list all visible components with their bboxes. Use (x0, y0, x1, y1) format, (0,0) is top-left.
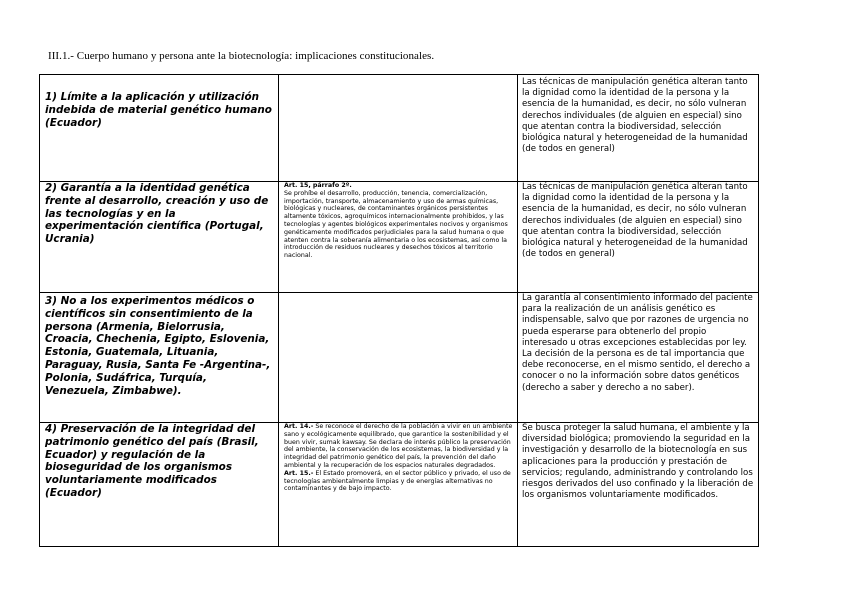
article-label: Art. 14.- (284, 423, 314, 430)
principle-title: 1) Límite a la aplicación y utilización indebida de material genético humano (Ecuador) (45, 91, 272, 129)
description-text: La garantía al consentimiento informado del paciente para la realización de un análisis genético es indispensable, salvo que por razones de urgencia no pueda esperarse para obtenerlo del propio interesado u otras excepciones establecidas por ley. La decisión de la persona es de tal importancia que debe reconocerse, en el mismo sentido, el derecho a conocer o no la información sobre datos genéticos (derecho a saber y derecho a no saber). (522, 293, 753, 393)
article-label: Art. 15.- (284, 469, 314, 477)
article-cell (279, 182, 518, 293)
article-body: Se prohíbe el desarrollo, producción, tenencia, comercialización, importación, transporte, almacenamiento y uso de armas químicas, biológicas y nucleares, de contaminantes orgánicos persistentes altamente tóxicos, agroquímicos internacionalmente prohibidos, y las tecnologías y agentes biológicos experimentales nocivos y organismos genéticamente modificados perjudiciales para la salud humana o que atenten contra la soberanía alimentaria o los ecosistemas, así como la introducción de residuos nucleares y desechos tóxicos al territorio nacional. (284, 189, 508, 260)
article-label: Art. 15, párrafo 2º. (284, 182, 352, 189)
description-text: Las técnicas de manipulación genética alteran tanto la dignidad como la identidad de la persona y la esencia de la humanidad, es decir, no sólo vulneran derechos individuales (de alguien en especial) sino que atentan contra la biodiversidad, selección biológica natural y heterogeneidad de la humanidad (de todos en general) (522, 182, 748, 260)
table-row (40, 75, 759, 182)
article-body: Se reconoce el derecho de la población a vivir en un ambiente sano y ecológicamente equilibrado, que garantice la sostenibilidad y el buen vivir, sumak kawsay. Se declara de interés público la preservación del ambiente, la conservación de los ecosistemas, la biodiversidad y la integridad del patrimonio genético del país, la prevención del daño ambiental y la recuperación de los espacios naturales degradados. (284, 423, 513, 469)
description-cell (518, 182, 759, 293)
description-cell (518, 423, 759, 547)
table-row (40, 182, 759, 293)
article-text (279, 423, 517, 493)
description-text: Las técnicas de manipulación genética alteran tanto la dignidad como la identidad de la persona y la esencia de la humanidad, es decir, no sólo vulneran derechos individuales (de alguien en especial) sino que atentan contra la biodiversidad, selección biológica natural y heterogeneidad de la humanidad (de todos en general) (522, 77, 748, 155)
principle-cell (40, 293, 279, 423)
description-cell (518, 293, 759, 423)
comparison-table (39, 74, 759, 547)
principle-cell (40, 423, 279, 547)
article-cell (279, 423, 518, 547)
principle-cell (40, 182, 279, 293)
description-cell (518, 75, 759, 182)
description-text: Se busca proteger la salud humana, el ambiente y la diversidad biológica; promoviendo la seguridad en la investigación y desarrollo de la biotecnología en sus aplicaciones para la producción y prestación de servicios; regulando, administrando y controlando los riesgos derivados del uso confinado y la liberación de los organismos voluntariamente modificados. (522, 423, 754, 501)
table-row (40, 293, 759, 423)
table-row (40, 423, 759, 547)
article-cell (279, 75, 518, 182)
article-body: El Estado promoverá, en el sector público y privado, el uso de tecnologías ambientalmente limpias y de energías alternativas no contaminantes y de bajo impacto. (284, 469, 511, 493)
principle-title: 3) No a los experimentos médicos o científicos sin consentimiento de la persona (Armenia, Bielorrusia, Croacia, Chechenia, Egipto, Eslovenia, Estonia, Guatemala, Lituania, Paraguay, Rusia, Santa Fe -Argentina-, Polonia, Sudáfrica, Turquía, Venezuela, Zimbabwe). (45, 295, 271, 397)
principle-title: 4) Preservación de la integridad del patrimonio genético del país (Brasil, Ecuador) y regulación de la bioseguridad de los organismos voluntariamente modificados (Ecuador) (45, 423, 259, 499)
article-text (279, 182, 517, 260)
article-cell (279, 293, 518, 423)
principle-cell (40, 75, 279, 182)
page-heading: III.1.- Cuerpo humano y persona ante la biotecnología: implicaciones constitucionales. (48, 50, 435, 62)
principle-title: 2) Garantía a la identidad genética frente al desarrollo, creación y uso de las tecnologías y en la experimentación científica (Portugal, Ucrania) (45, 182, 269, 246)
